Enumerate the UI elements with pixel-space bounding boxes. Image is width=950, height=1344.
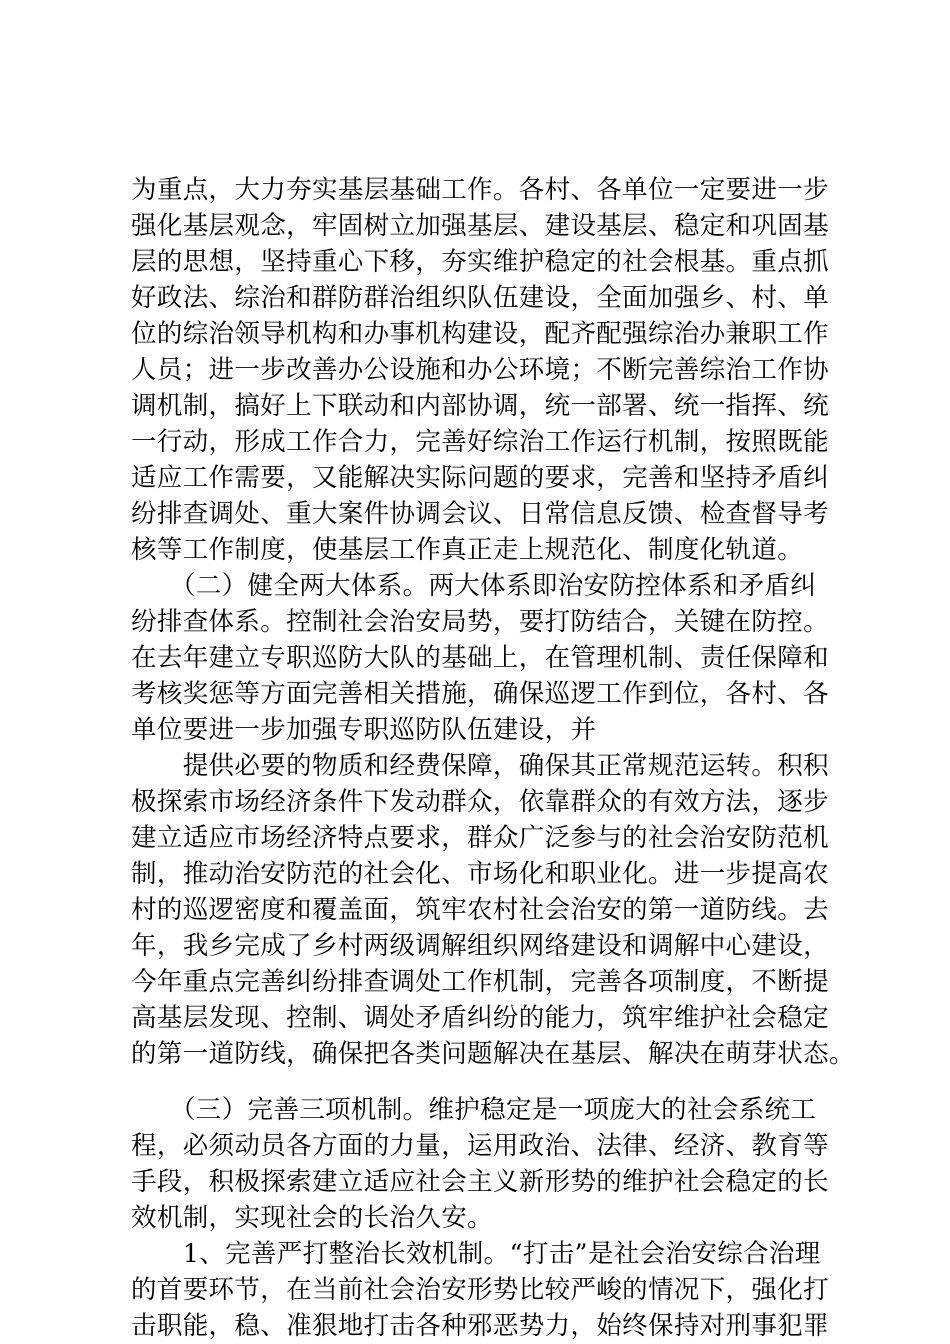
text-line: 调机制，搞好上下联动和内部协调，统一部署、统一指挥、统 bbox=[131, 391, 829, 421]
text-line: 极探索市场经济条件下发动群众，依靠群众的有效方法，逐步 bbox=[131, 787, 829, 817]
text-line: 纷排查调处、重大案件协调会议、日常信息反馈、检查督导考 bbox=[131, 499, 829, 529]
text-line: 适应工作需要，又能解决实际问题的要求，完善和坚持矛盾纠 bbox=[131, 463, 829, 493]
text-line: 的首要环节，在当前社会治安形势比较严峻的情况下，强化打 bbox=[131, 1275, 829, 1305]
text-line: 在去年建立专职巡防大队的基础上，在管理机制、责任保障和 bbox=[131, 643, 829, 673]
text-line: 1、完善严打整治长效机制。“打击”是社会治安综合治理 bbox=[131, 1239, 821, 1269]
text-line: （二）健全两大体系。两大体系即治安防控体系和矛盾纠 bbox=[131, 571, 817, 601]
text-line: 单位要进一步加强专职巡防队伍建设，并 bbox=[131, 715, 597, 745]
text-line: 好政法、综治和群防群治组织队伍建设，全面加强乡、村、单 bbox=[131, 283, 829, 313]
text-line: 一行动，形成工作合力，完善好综治工作运行机制，按照既能 bbox=[131, 427, 829, 457]
text-line: 为重点，大力夯实基层基础工作。各村、各单位一定要进一步 bbox=[131, 175, 829, 205]
text-line: 村的巡逻密度和覆盖面，筑牢农村社会治安的第一道防线。去 bbox=[131, 895, 829, 925]
text-line: 高基层发现、控制、调处矛盾纠纷的能力，筑牢维护社会稳定 bbox=[131, 1003, 829, 1033]
text-line: 强化基层观念，牢固树立加强基层、建设基层、稳定和巩固基 bbox=[131, 211, 829, 241]
text-line: 人员；进一步改善办公设施和办公环境；不断完善综治工作协 bbox=[131, 355, 829, 385]
text-line: 考核奖惩等方面完善相关措施，确保巡逻工作到位，各村、各 bbox=[131, 679, 829, 709]
text-line: 层的思想，坚持重心下移，夯实维护稳定的社会根基。重点抓 bbox=[131, 247, 829, 277]
text-line: 位的综治领导机构和办事机构建设，配齐配强综治办兼职工作 bbox=[131, 319, 829, 349]
text-line: 今年重点完善纠纷排查调处工作机制，完善各项制度，不断提 bbox=[131, 967, 829, 997]
text-line: 击职能，稳、准狠地打击各种邪恶势力，始终保持对刑事犯罪 bbox=[131, 1311, 829, 1341]
text-line: 效机制，实现社会的长治久安。 bbox=[131, 1203, 493, 1233]
text-line: 的第一道防线，确保把各类问题解决在基层、解决在萌芽状态。 bbox=[131, 1039, 855, 1069]
text-line: 纷排查体系。控制社会治安局势，要打防结合，关键在防控。 bbox=[131, 607, 829, 637]
text-line: 建立适应市场经济特点要求，群众广泛参与的社会治安防范机 bbox=[131, 823, 829, 853]
text-line: 程，必须动员各方面的力量，运用政治、法律、经济、教育等 bbox=[131, 1131, 829, 1161]
text-line: 制，推动治安防范的社会化、市场化和职业化。进一步提高农 bbox=[131, 859, 829, 889]
text-line: 提供必要的物质和经费保障，确保其正常规范运转。积积 bbox=[131, 751, 829, 781]
text-line: 核等工作制度，使基层工作真正走上规范化、制度化轨道。 bbox=[131, 535, 804, 565]
text-line: 手段，积极探索建立适应社会主义新形势的维护社会稳定的长 bbox=[131, 1167, 829, 1197]
text-line: （三）完善三项机制。维护稳定是一项庞大的社会系统工 bbox=[131, 1095, 817, 1125]
text-line: 年，我乡完成了乡村两级调解组织网络建设和调解中心建设， bbox=[131, 931, 829, 961]
